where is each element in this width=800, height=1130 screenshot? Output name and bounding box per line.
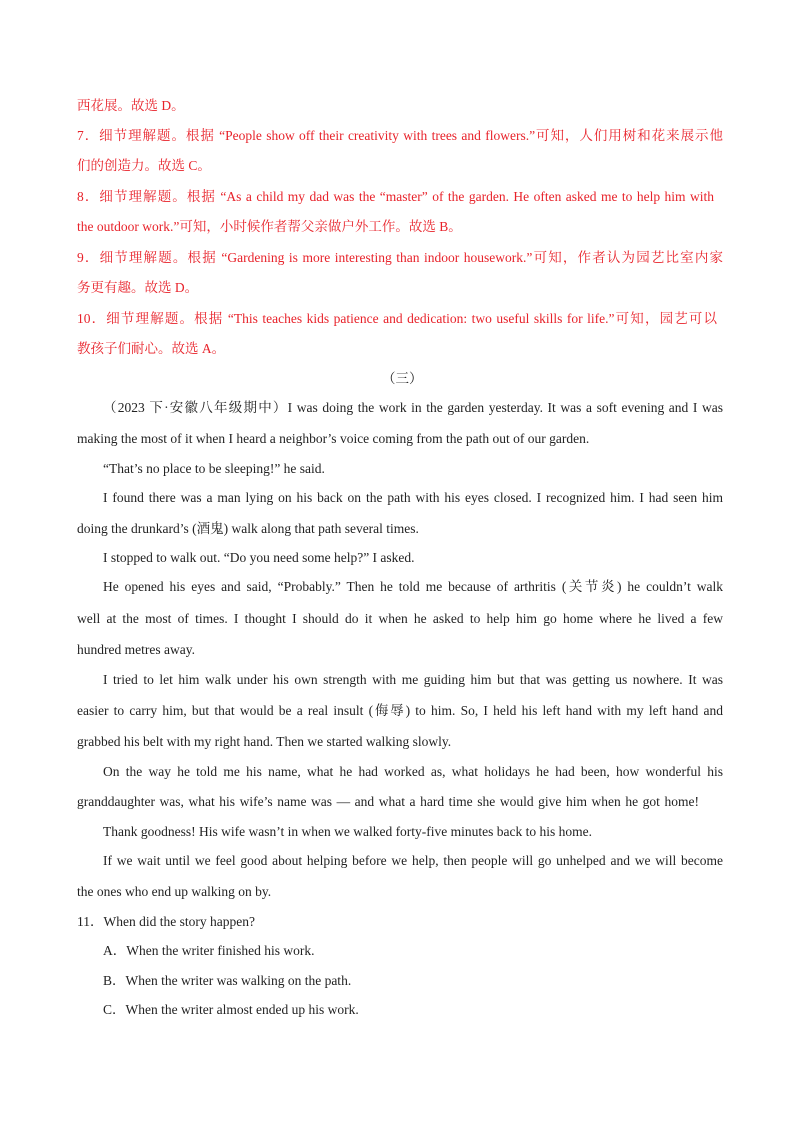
passage-p7-line-2: granddaughter was, what his wife’s name was — and what a hard time she would give him when he got home! bbox=[77, 794, 699, 809]
question-11-option-b: B．When the writer was walking on the path. bbox=[103, 973, 352, 988]
passage-p9-line-1: If we wait until we feel good about helping before we help, then people will go unhelped and we will become bbox=[103, 853, 723, 868]
answer-8-line-1: 8．细节理解题。根据 “As a child my dad was the “master” of the garden. He often asked me to help him with bbox=[77, 189, 714, 204]
answer-6-tail: 西花展。故选 D。 bbox=[77, 98, 185, 113]
answer-10-line-2: 教孩子们耐心。故选 A。 bbox=[77, 341, 226, 356]
passage-p1-line-1: （2023 下·安徽八年级期中）I was doing the work in the garden yesterday. It was a soft evening and I was bbox=[103, 400, 723, 415]
question-11-option-c: C．When the writer almost ended up his work. bbox=[103, 1002, 359, 1017]
passage-p7-line-1: On the way he told me his name, what he had worked as, what holidays he had been, how wonderful his bbox=[103, 764, 723, 779]
passage-p6-line-3: grabbed his belt with my right hand. Then we started walking slowly. bbox=[77, 734, 452, 749]
passage-p5-line-3: hundred metres away. bbox=[77, 642, 195, 657]
answer-8-line-2: the outdoor work.”可知，小时候作者帮父亲做户外工作。故选 B。 bbox=[77, 219, 462, 234]
answer-7-line-2: 们的创造力。故选 C。 bbox=[77, 158, 211, 173]
passage-p9-line-2: the ones who end up walking on by. bbox=[77, 884, 272, 899]
passage-p3-line-2: doing the drunkard’s (酒鬼) walk along that path several times. bbox=[77, 521, 419, 536]
passage-p4: I stopped to walk out. “Do you need some help?” I asked. bbox=[103, 550, 415, 565]
passage-p5-line-1: He opened his eyes and said, “Probably.” Then he told me because of arthritis (关节炎) he couldn’t walk bbox=[103, 579, 723, 594]
section-title: （三） bbox=[382, 371, 423, 386]
question-11-option-a: A．When the writer finished his work. bbox=[103, 943, 315, 958]
passage-p6-line-1: I tried to let him walk under his own strength with me guiding him but that was getting us nowhere. It was bbox=[103, 672, 723, 687]
passage-p3-line-1: I found there was a man lying on his back on the path with his eyes closed. I recognized him. I had seen him bbox=[103, 490, 723, 505]
passage-p8: Thank goodness! His wife wasn’t in when we walked forty-five minutes back to his home. bbox=[103, 824, 593, 839]
passage-p1-line-2: making the most of it when I heard a neighbor’s voice coming from the path out of our garden. bbox=[77, 431, 590, 446]
answer-10-line-1: 10．细节理解题。根据 “This teaches kids patience and dedication: two useful skills for life.”可知，园艺可以 bbox=[77, 311, 717, 326]
passage-p5-line-2: well at the most of times. I thought I should do it when he asked to help him go home where he lived a few bbox=[77, 611, 723, 626]
passage-p6-line-2: easier to carry him, but that would be a real insult (侮辱) to him. So, I held his left hand with my left hand and bbox=[77, 703, 723, 718]
passage-p2: “That’s no place to be sleeping!” he said. bbox=[103, 461, 325, 476]
answer-7-line-1: 7．细节理解题。根据 “People show off their creativity with trees and flowers.”可知，人们用树和花来展示他 bbox=[77, 128, 723, 143]
question-11-stem: 11．When did the story happen? bbox=[77, 914, 255, 929]
answer-9-line-1: 9．细节理解题。根据 “Gardening is more interesting than indoor housework.”可知，作者认为园艺比室内家 bbox=[77, 250, 723, 265]
answer-9-line-2: 务更有趣。故选 D。 bbox=[77, 280, 199, 295]
